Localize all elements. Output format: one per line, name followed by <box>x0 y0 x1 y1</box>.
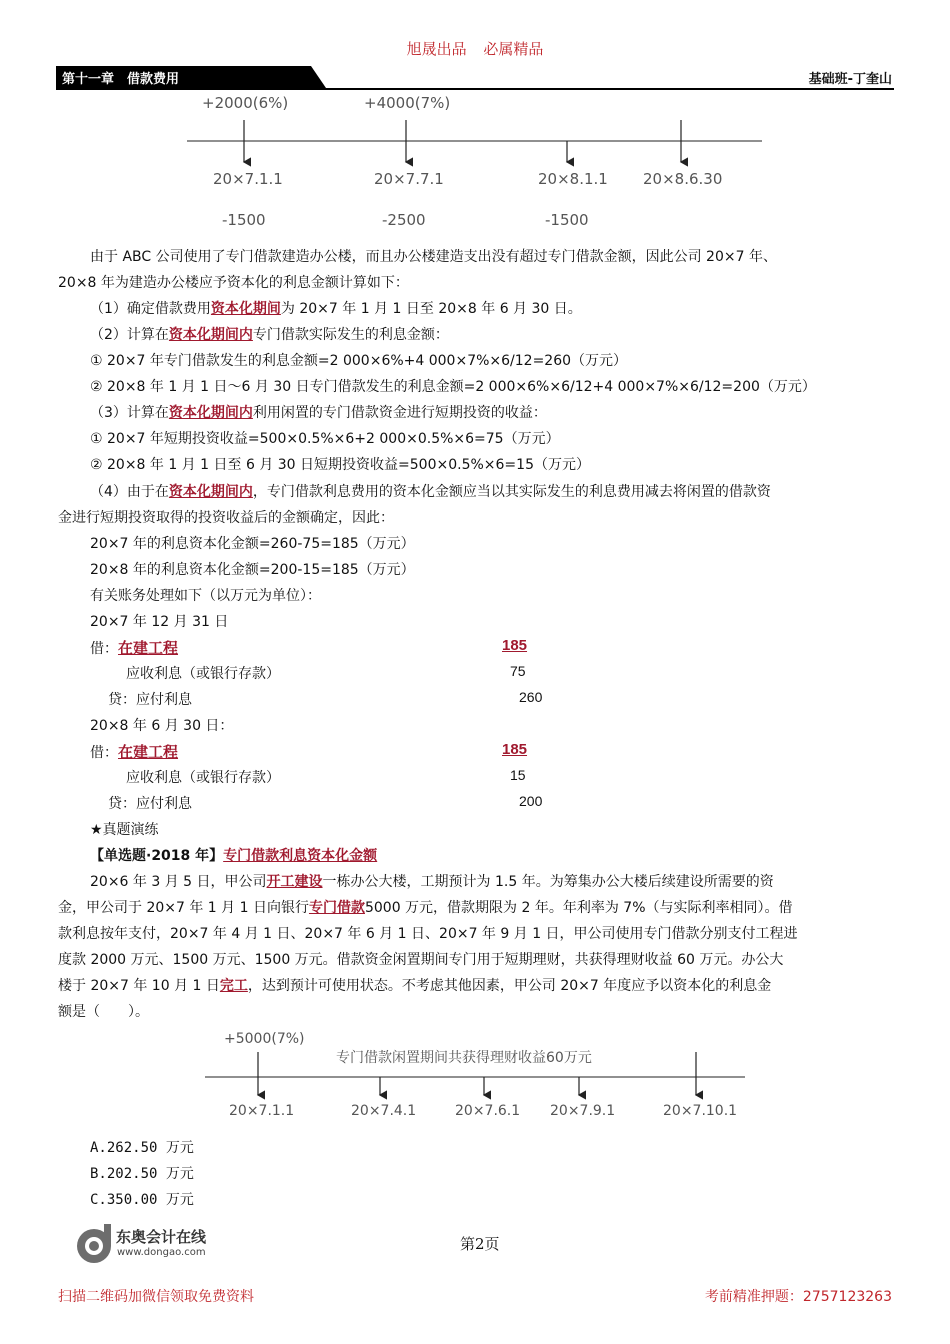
journal-1-amt-3: 260 <box>519 689 543 705</box>
entry-date-1: 20×7 年 12 月 31 日 <box>90 614 229 630</box>
exam-star-heading: ★真题演练 <box>90 822 159 838</box>
journal-1-acct-2: 应收利息（或银行存款） <box>126 666 280 682</box>
timeline-1-date-1: 20×7.1.1 <box>213 170 283 188</box>
course-title: 基础班-丁奎山 <box>808 72 892 87</box>
timeline-1-date-2: 20×7.7.1 <box>374 170 444 188</box>
journal-2-debit-line: 借：在建工程 <box>90 743 179 761</box>
page-number: 第2页 <box>460 1235 500 1253</box>
exam-tag: 【单选题·2018 年】 <box>90 848 224 864</box>
journal-2-acct-1: 在建工程 <box>118 743 179 761</box>
timeline-1-amount-2: -2500 <box>382 211 426 229</box>
exam-q-line-3: 款利息按年支付，20×7 年 4 月 1 日、20×7 年 6 月 1 日、20×7 年 9 月 1 日，甲公司使用专门借款分别支付工程进 <box>58 926 798 942</box>
exam-q-line-2: 金，甲公司于 20×7 年 1 月 1 日向银行专门借款5000 万元，借款期限为 2 年。年利率为 7%（与实际利率相同）。借 <box>58 900 793 916</box>
timeline-2-label: +5000(7%) <box>224 1031 305 1047</box>
cap-2017: 20×7 年的利息资本化金额=260-75=185（万元） <box>90 536 415 552</box>
footer-left: 扫描二维码加微信领取免费资料 <box>58 1289 254 1305</box>
journal-1-credit: 贷：应付利息 <box>108 692 192 708</box>
step-2a: ① 20×7 年专门借款发生的利息金额=2 000×6%+4 000×7%×6/12=260（万元） <box>90 353 628 369</box>
footer-right: 考前精准押题：2757123263 <box>704 1289 892 1305</box>
cap-2018: 20×8 年的利息资本化金额=200-15=185（万元） <box>90 562 415 578</box>
step-2: （2）计算在资本化期间内专门借款实际发生的利息金额： <box>90 327 449 343</box>
timeline-2-caption: 专门借款闲置期间共获得理财收益60万元 <box>336 1050 592 1066</box>
step-4-cont: 金进行短期投资取得的投资收益后的金额确定，因此： <box>58 510 394 526</box>
step-3b: ② 20×8 年 1 月 1 日至 6 月 30 日短期投资收益=500×0.5%×6=15（万元） <box>90 457 590 473</box>
timeline-1 <box>0 90 950 240</box>
step-2b: ② 20×8 年 1 月 1 日～6 月 30 日专门借款发生的利息金额=2 000×6%×6/12+4 000×7%×6/12=200（万元） <box>90 379 816 395</box>
keyword-cap-period-in-3: 资本化期间内 <box>168 484 253 500</box>
journal-1-acct-1: 在建工程 <box>118 639 179 657</box>
timeline-1-date-4: 20×8.6.30 <box>643 170 723 188</box>
timeline-1-label-1: +2000(6%) <box>202 94 289 112</box>
option-c[interactable]: C.350.00 万元 <box>90 1192 194 1208</box>
keyword-cap-period: 资本化期间 <box>210 301 281 317</box>
timeline-1-date-3: 20×8.1.1 <box>538 170 608 188</box>
exam-q-line-6: 额是（ ）。 <box>58 1004 149 1020</box>
timeline-2-date-1: 20×7.1.1 <box>229 1103 295 1119</box>
journal-2-amt-1: 185 <box>502 741 528 758</box>
exam-q-line-5: 楼于 20×7 年 10 月 1 日完工，达到预计可使用状态。不考虑其他因素，甲公司 20×7 年度应予以资本化的利息金 <box>58 978 772 994</box>
exam-q-line-4: 度款 2000 万元、1500 万元、1500 万元。借款资金闲置期间专门用于短期理财，共获得理财收益 60 万元。办公大 <box>58 952 784 968</box>
top-banner <box>0 38 950 59</box>
entry-date-2: 20×8 年 6 月 30 日： <box>90 718 234 734</box>
timeline-1-label-2: +4000(7%) <box>364 94 451 112</box>
keyword-cap-period-in: 资本化期间内 <box>168 327 253 343</box>
timeline-1-amount-3: -1500 <box>545 211 589 229</box>
journal-1-debit-line: 借：在建工程 <box>90 639 179 657</box>
journal-2-amt-3: 200 <box>519 793 543 809</box>
timeline-2-date-3: 20×7.6.1 <box>455 1103 521 1119</box>
exam-q-line-1: 20×6 年 3 月 5 日，甲公司开工建设一栋办公大楼，工期预计为 1.5 年。为筹集办公大楼后续建设所需要的资 <box>90 874 774 890</box>
step-1: （1）确定借款费用资本化期间为 20×7 年 1 月 1 日至 20×8 年 6 月 30 日。 <box>90 301 582 317</box>
timeline-2-date-5: 20×7.10.1 <box>663 1103 738 1119</box>
journal-1-amt-2: 75 <box>510 663 526 679</box>
option-a[interactable]: A.262.50 万元 <box>90 1140 194 1156</box>
intro-line-2: 20×8 年为建造办公楼应予资本化的利息金额计算如下： <box>58 275 409 291</box>
banner-left: 旭晟出品 <box>406 40 467 58</box>
timeline-1-amount-1: -1500 <box>222 211 266 229</box>
chapter-title: 第十一章 借款费用 <box>62 72 180 87</box>
timeline-2-date-2: 20×7.4.1 <box>351 1103 417 1119</box>
step-3: （3）计算在资本化期间内利用闲置的专门借款资金进行短期投资的收益： <box>90 405 547 421</box>
brand-name: 东奥会计在线 <box>116 1228 207 1246</box>
option-b[interactable]: B.202.50 万元 <box>90 1166 194 1182</box>
step-3a: ① 20×7 年短期投资收益=500×0.5%×6+2 000×0.5%×6=75（万元） <box>90 431 560 447</box>
brand-url[interactable]: www.dongao.com <box>117 1247 206 1258</box>
timeline-2-date-4: 20×7.9.1 <box>550 1103 616 1119</box>
exam-tag-title: 专门借款利息资本化金额 <box>223 848 378 864</box>
keyword-cap-period-in-2: 资本化期间内 <box>168 405 253 421</box>
journal-1-amt-1: 185 <box>502 637 528 654</box>
journal-2-credit: 贷：应付利息 <box>108 796 192 812</box>
step-4: （4）由于在资本化期间内，专门借款利息费用的资本化金额应当以其实际发生的利息费用减去将闲置的借款资 <box>90 484 771 500</box>
journal-2-amt-2: 15 <box>510 767 526 783</box>
journal-2-acct-2: 应收利息（或银行存款） <box>126 770 280 786</box>
intro-line-1: 由于 ABC 公司使用了专门借款建造办公楼，而且办公楼建造支出没有超过专门借款金额，因此公司 20×7 年、 <box>90 249 777 265</box>
banner-right: 必属精品 <box>483 40 544 58</box>
entries-intro: 有关账务处理如下（以万元为单位）： <box>90 588 321 604</box>
dongao-logo-icon <box>74 1222 114 1264</box>
exam-tag-line <box>90 845 377 865</box>
